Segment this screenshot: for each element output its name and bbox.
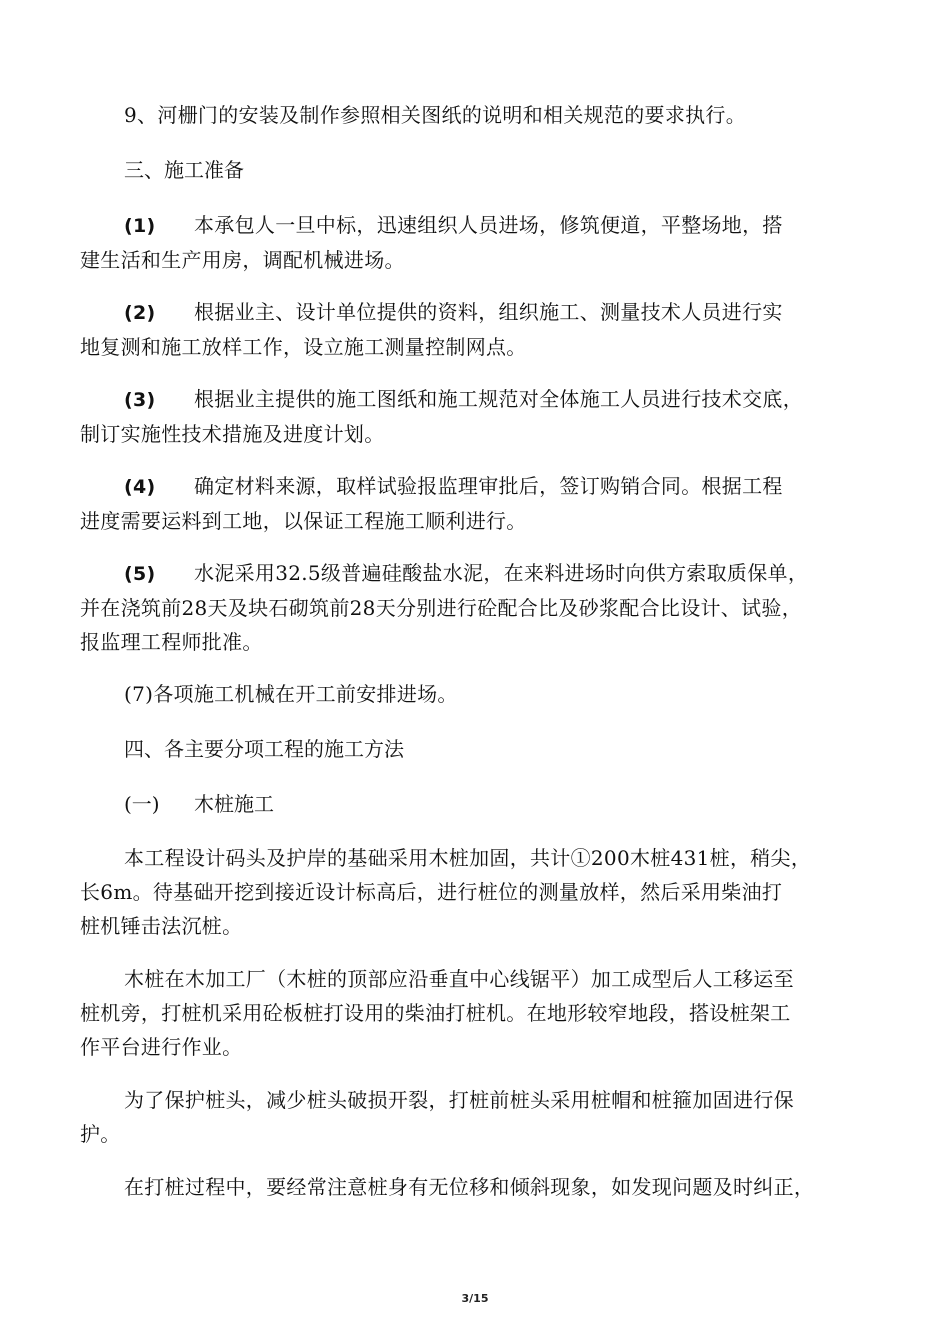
paragraph-line: 作平台进行作业。	[80, 1035, 243, 1059]
paragraph-line: 报监理工程师批准。	[80, 630, 263, 654]
paragraph-line: 长6m。待基础开挖到接近设计标高后，进行桩位的测量放样，然后采用柴油打	[80, 880, 783, 904]
item-number: (5)	[124, 563, 156, 585]
paragraph-line: 本工程设计码头及护岸的基础采用木桩加固，共计①200木桩431桩，稍尖，	[124, 846, 812, 870]
item-number: (2)	[124, 302, 156, 324]
item-number: (3)	[124, 389, 156, 411]
paragraph-item-9	[80, 98, 880, 132]
subsection-number: (一)	[124, 792, 160, 816]
paragraph-line: 木桩在木加工厂（木桩的顶部应沿垂直中心线锯平）加工成型后人工移运至	[124, 967, 794, 991]
paragraph-line: 本承包人一旦中标，迅速组织人员进场，修筑便道，平整场地，搭	[194, 213, 783, 237]
paragraph-line: 制订实施性技术措施及进度计划。	[80, 422, 385, 446]
paragraph-wood-piles-3	[80, 1083, 880, 1151]
paragraph-line: 桩机旁，打桩机采用砼板桩打设用的柴油打桩机。在地形较窄地段，搭设桩架工	[80, 1001, 791, 1025]
paragraph-item-2	[80, 295, 880, 364]
page-number: 3/15	[461, 1292, 489, 1305]
paragraph-item-5	[80, 556, 880, 659]
paragraph-item-3	[80, 382, 880, 451]
paragraph-wood-piles-4	[80, 1170, 880, 1204]
paragraph-line: 确定材料来源，取样试验报监理审批后，签订购销合同。根据工程	[194, 474, 783, 498]
subsection-title: 木桩施工	[194, 792, 274, 816]
paragraph-line: 桩机锤击法沉桩。	[80, 914, 243, 938]
paragraph-item-7	[80, 677, 880, 711]
item-number: (4)	[124, 476, 156, 498]
section-heading-preparation: 三、施工准备	[124, 158, 244, 182]
section-heading-methods: 四、各主要分项工程的施工方法	[124, 737, 404, 761]
paragraph-line: 建生活和生产用房，调配机械进场。	[80, 248, 405, 272]
paragraph-line: 在打桩过程中，要经常注意桩身有无位移和倾斜现象，如发现问题及时纠正，	[124, 1175, 815, 1199]
paragraph-item-1	[80, 208, 880, 277]
paragraph-wood-piles-1	[80, 841, 880, 943]
paragraph-line: 地复测和施工放样工作，设立施工测量控制网点。	[80, 335, 527, 359]
paragraph-item-4	[80, 469, 880, 538]
paragraph-line: 根据业主提供的施工图纸和施工规范对全体施工人员进行技术交底，	[194, 387, 803, 411]
subsection-heading-wood-piles	[124, 787, 274, 821]
paragraph-line: 水泥采用32.5级普遍硅酸盐水泥，在来料进场时向供方索取质保单，	[194, 561, 809, 585]
paragraph-wood-piles-2	[80, 962, 880, 1064]
paragraph-line: 根据业主、设计单位提供的资料，组织施工、测量技术人员进行实	[194, 300, 783, 324]
item-number: (1)	[124, 215, 156, 237]
paragraph-line: (7)各项施工机械在开工前安排进场。	[124, 682, 458, 706]
paragraph-line: 护。	[80, 1122, 121, 1146]
paragraph-line: 并在浇筑前28天及块石砌筑前28天分别进行砼配合比及砂浆配合比设计、试验，	[80, 596, 802, 620]
paragraph-line: 为了保护桩头，减少桩头破损开裂，打桩前桩头采用桩帽和桩箍加固进行保	[124, 1088, 794, 1112]
paragraph-line: 9、河栅门的安装及制作参照相关图纸的说明和相关规范的要求执行。	[124, 103, 747, 127]
paragraph-line: 进度需要运料到工地，以保证工程施工顺利进行。	[80, 509, 527, 533]
